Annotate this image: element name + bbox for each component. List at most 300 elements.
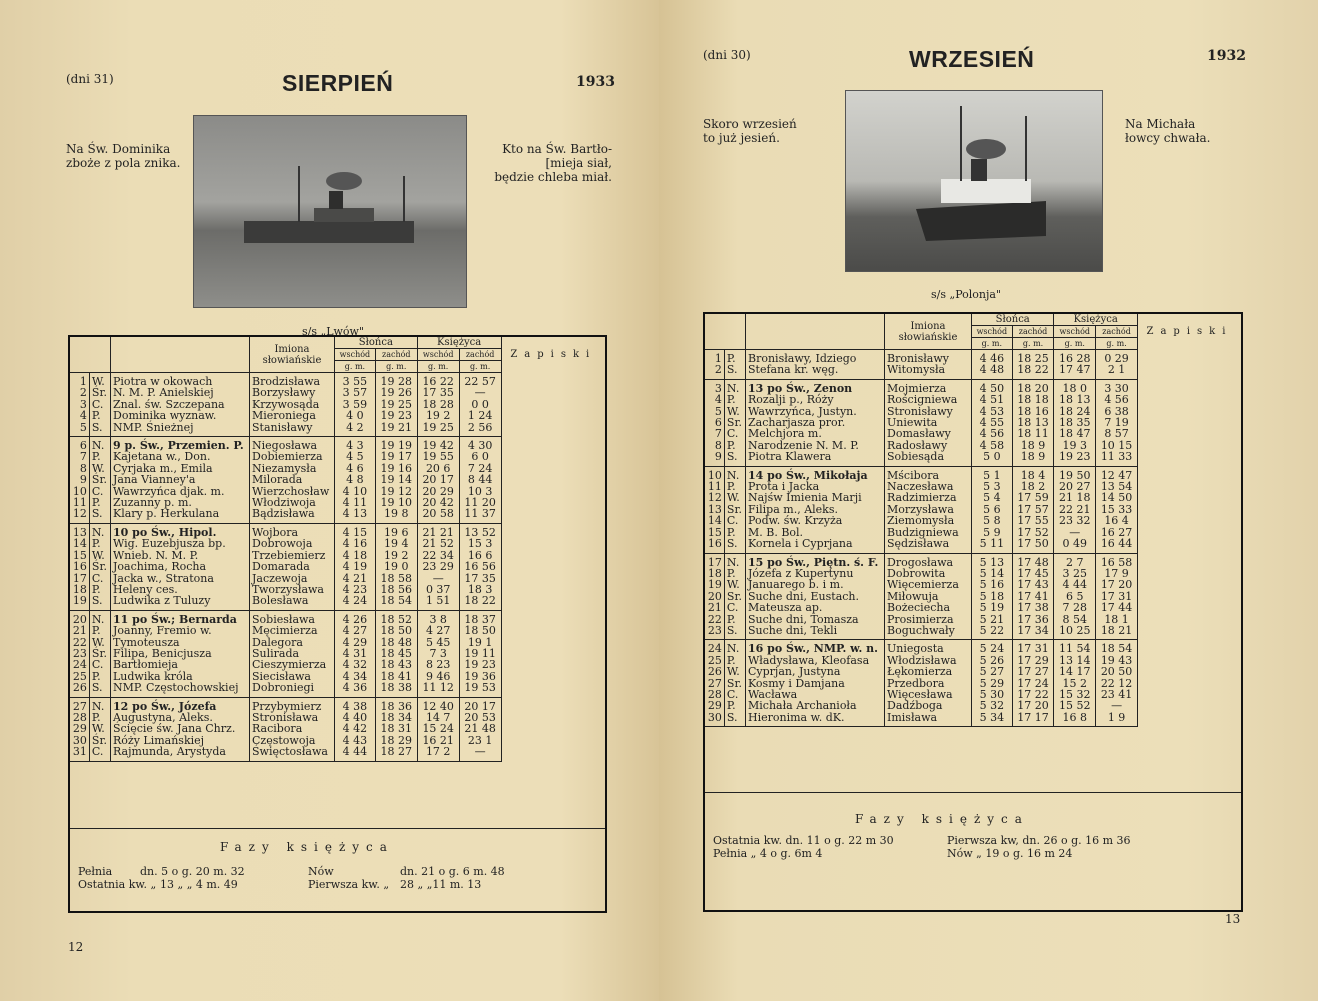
saint-name: 13 po Św., Zenon	[746, 379, 885, 394]
days-count: (dni 30)	[703, 48, 751, 62]
moonset: 16 56	[459, 561, 501, 572]
slavic-name: Uniewita	[885, 417, 972, 428]
day-number: 9	[70, 474, 89, 485]
sunrise: 4 31	[335, 648, 376, 659]
weekday: S.	[89, 595, 110, 610]
moonrise: 14 17	[1054, 666, 1096, 677]
notes-cell	[1137, 678, 1241, 689]
saint-name: Róży Limańskiej	[111, 735, 250, 746]
notes-cell	[501, 584, 605, 595]
sunrise: 4 11	[335, 497, 376, 508]
slavic-name: Męcimierza	[250, 625, 335, 636]
moonset: 2 1	[1096, 364, 1138, 379]
sunset: 17 36	[1012, 614, 1054, 625]
notes-cell	[1137, 466, 1241, 481]
moonrise: 21 18	[1054, 492, 1096, 503]
sunset: 17 59	[1012, 492, 1054, 503]
moonset: 16 44	[1096, 538, 1138, 553]
slavic-name: Domasławy	[885, 428, 972, 439]
slavic-name: Dobrowita	[885, 568, 972, 579]
slavic-name: Dobroniegi	[250, 682, 335, 697]
moonset: 13 52	[459, 523, 501, 538]
moonset: 19 1	[459, 637, 501, 648]
calendar-frame	[703, 312, 1243, 912]
saint-name: Rajmunda, Arystyda	[111, 746, 250, 761]
sunset: 17 41	[1012, 591, 1054, 602]
slavic-name: Radzimierza	[885, 492, 972, 503]
slavic-name: Mojmierza	[885, 379, 972, 394]
notes-cell	[1137, 700, 1241, 711]
sunrise: 5 21	[972, 614, 1013, 625]
saint-name: Klary p. Herkulana	[111, 508, 250, 523]
sunset: 19 12	[375, 486, 417, 497]
calendar-row	[70, 746, 605, 761]
saint-name: Dominika wyznaw.	[111, 410, 250, 421]
notes-cell	[1137, 602, 1241, 613]
moonset: 13 54	[1096, 481, 1138, 492]
weekday: Sr.	[724, 417, 745, 428]
sunrise: 4 10	[335, 486, 376, 497]
sunset: 17 24	[1012, 678, 1054, 689]
calendar-frame	[68, 335, 607, 913]
moonrise: 19 3	[1054, 440, 1096, 451]
slavic-name: Drogosława	[885, 553, 972, 568]
saint-name: Bartłomieja	[111, 659, 250, 670]
calendar-row	[70, 523, 605, 538]
day-number: 30	[70, 735, 89, 746]
sunset: 18 52	[375, 610, 417, 625]
sunset: 17 29	[1012, 655, 1054, 666]
day-number: 13	[705, 504, 724, 515]
calendar-row	[70, 373, 605, 388]
sunset: 18 18	[1012, 394, 1054, 405]
notes-cell	[1137, 579, 1241, 590]
moonset: 16 4	[1096, 515, 1138, 526]
notes-cell	[501, 463, 605, 474]
moonset: 16 6	[459, 550, 501, 561]
notes-cell	[1137, 406, 1241, 417]
weekday: Śr.	[89, 387, 110, 398]
proverb-right: Na Michała łowcy chwała.	[1125, 117, 1211, 145]
sunset: 18 56	[375, 584, 417, 595]
sunrise: 4 23	[335, 584, 376, 595]
weekday: S.	[724, 712, 745, 727]
calendar-row	[705, 625, 1241, 640]
saint-name: Joachima, Rocha	[111, 561, 250, 572]
moonset: 19 43	[1096, 655, 1138, 666]
day-number: 21	[70, 625, 89, 636]
moonrise: 15 24	[417, 723, 459, 734]
sunset: 17 43	[1012, 579, 1054, 590]
slavic-name: Sulirada	[250, 648, 335, 659]
calendar-row	[705, 451, 1241, 466]
day-number: 7	[705, 428, 724, 439]
day-number: 28	[705, 689, 724, 700]
day-number: 22	[705, 614, 724, 625]
weekday: Śr.	[89, 735, 110, 746]
calendar-row	[705, 364, 1241, 379]
moon-header: Księżyca	[1054, 314, 1138, 326]
days-count: (dni 31)	[66, 72, 114, 86]
slavic-name: Jaczewoja	[250, 573, 335, 584]
moonset: 3 30	[1096, 379, 1138, 394]
moonrise: 20 6	[417, 463, 459, 474]
saint-name: Najśw Imienia Marji	[746, 492, 885, 503]
notes-cell	[501, 422, 605, 437]
slavic-name: Racibora	[250, 723, 335, 734]
saint-name: N. M. P. Anielskiej	[111, 387, 250, 398]
year: 1933	[576, 74, 615, 90]
slavic-name: Stronisławy	[885, 406, 972, 417]
moonset: 15 3	[459, 538, 501, 549]
day-number: 2	[705, 364, 724, 379]
weekday: Sr.	[724, 591, 745, 602]
sunset: 18 38	[375, 682, 417, 697]
moonset: 10 3	[459, 486, 501, 497]
weekday: S.	[724, 538, 745, 553]
slavic-name: Niezamysła	[250, 463, 335, 474]
sunrise: 4 50	[972, 379, 1013, 394]
sunset: 18 25	[1012, 350, 1054, 365]
sunset: 19 0	[375, 561, 417, 572]
moonrise: 19 25	[417, 422, 459, 437]
calendar-row	[70, 437, 605, 452]
moonset: 23 1	[459, 735, 501, 746]
sunset: 18 41	[375, 671, 417, 682]
weekday: C.	[724, 428, 745, 439]
saint-name: Januarego b. i m.	[746, 579, 885, 590]
slavic-name: Naczesława	[885, 481, 972, 492]
slavic-name: Włodziwoja	[250, 497, 335, 508]
slavic-name: Włodzisława	[885, 655, 972, 666]
saint-name: Filipa, Benicjusza	[111, 648, 250, 659]
sunset: 19 4	[375, 538, 417, 549]
slavic-name: Bolesława	[250, 595, 335, 610]
notes-cell	[501, 410, 605, 421]
moonrise: 16 28	[1054, 350, 1096, 365]
calendar-row	[705, 712, 1241, 727]
weekday: P.	[724, 350, 745, 365]
moonrise: 14 7	[417, 712, 459, 723]
day-number: 23	[705, 625, 724, 640]
moonset: 11 20	[459, 497, 501, 508]
moonrise: 20 27	[1054, 481, 1096, 492]
slavic-name: Mieroniega	[250, 410, 335, 421]
saint-name: 12 po Św., Józefa	[111, 697, 250, 712]
sun-header: Słońca	[335, 337, 418, 349]
calendar-row	[705, 394, 1241, 405]
day-number: 26	[70, 682, 89, 697]
moonset: 18 22	[459, 595, 501, 610]
moonrise: 9 46	[417, 671, 459, 682]
notes-cell	[1137, 527, 1241, 538]
sunset: 18 31	[375, 723, 417, 734]
proverb-left: Na Św. Dominika zboże z pola znika.	[66, 142, 181, 170]
calendar-table: Imiona słowiańskie Słońca Księżyca Zapiski wschód zachód wschód zachód g. m. g. m. g. m. g. m. 1 P. Bronisławy, Idziego Bronisławy 4 46 18 25 16 28 0 29 2 S. Stefana kr. węg. Witomysła 4 48 18 22 17 47 2 1 3 N. 13 po Św., Zenon Mojmierza 4 50 18 20 18 0 3 30 4 P. Rozalji p., Róży Rościgniewa 4 51 18 18 18 13 4 56 5 W. Wawrzyńca, Justyn. Stronisławy 4 53 18 16 18 24 6 38 6 Sr. Zacharjasza pror. Uniewita 4 55 18 13 18 35 7 19 7 C. Melchjora m. Domasławy 4 56 18 11 18 47 8 57 8 P. Narodzenie N. M. P. Radosławy 4 58 18 9 19 3 10 15 9 S. Piotra Klawera Sobiesąda 5 0 18 9 19 23 11 33 10 N. 14 po Św., Mikołaja Mścibora 5 1 18 4 19 50 12 47 11 P. Prota i Jacka Naczesława 5 3 18 2 20 27 13 54 12 W. Najśw Imienia Marji Radzimierza 5 4 17 59 21 18 14 50 13 Sr. Filipa m., Aleks. Morzysława 5 6 17 57 22 21 15 33 14 C. Podw. św. Krzyża Ziemomysła 5 8 17 55 23 32 16 4 15 P. M. B. Bol. Budzigniewa 5 9 17 52 — 16 27 16 S. Kornela i Cyprjana Sędzisława 5 11 17 50 0 49 16 44 17 N. 15 po Św., Piętn. ś. F. Drogosława 5 13 17 48 2 7 16 58 18 P. Józefa z Kupertynu Dobrowita 5 14 17 45 3 25 17 9 19 W. Januarego b. i m. Więcemierza 5 16 17 43 4 44 17 20 20 Sr. Suche dni, Eustach. Miłowuja 5 18 17 41 6 5 17 31 21 C. Mateusza ap. Bożeciecha 5 19 17 38 7 28 17 44 22 P. Suche dni, Tomasza Prosimierza 5 21 17 36 8 54 18 1 23 S. Suche dni, Tekli Boguchwały 5 22 17 34 10 25 18 21 24 N. 16 po Św., NMP. w. n. Uniegosta 5 24 17 31 11 54 18 54 25 P. Władysława, Kleofasa Włodzisława 5 26 17 29 13 14 19 43 26 W. Cyprjan, Justyna Łękomierza 5 27 17 27 14 17 20 50 27 Sr. Kosmy i Damjana Przedbora 5 29 17 24 15 2 22 12 28 C. Wacława Więcesława 5 30 17 22 15 32 23 41 29 P. Michała Archanioła Dadźboga 5 32 17 20 15 52 — 30 S. Hieronima w. dK. Imisława 5 34 17 17 16 8 1 9	[705, 314, 1241, 727]
sunrise: 4 29	[335, 637, 376, 648]
moonrise: 19 2	[417, 410, 459, 421]
sunrise: 4 56	[972, 428, 1013, 439]
moonrise: 16 22	[417, 373, 459, 388]
saint-name: 11 po Św.; Bernarda	[111, 610, 250, 625]
sunset: 18 9	[1012, 451, 1054, 466]
sunrise: 5 19	[972, 602, 1013, 613]
sunrise: 5 0	[972, 451, 1013, 466]
slavic-name: Imisława	[885, 712, 972, 727]
weekday: W.	[89, 637, 110, 648]
moonrise: 15 32	[1054, 689, 1096, 700]
saint-name: Cyprjan, Justyna	[746, 666, 885, 677]
sunrise: 4 44	[335, 746, 376, 761]
sunset: 18 22	[1012, 364, 1054, 379]
moonrise: 20 42	[417, 497, 459, 508]
calendar-table: Imiona słowiańskie Słońca Księżyca Zapiski wschód zachód wschód zachód g. m. g. m. g. m. g. m. 1 W. Piotra w okowach Brodzisława 3 55 19 28 16 22 22 57 2 Śr. N. M. P. Anielskiej Borzysławy 3 57 19 26 17 35 — 3 C. Znal. św. Szczepana Krzywosąda 3 59 19 25 18 28 0 0 4 P. Dominika wyznaw. Mieroniega 4 0 19 23 19 2 1 24 5 S. NMP. Śnieżnej Stanisławy 4 2 19 21 19 25 2 56 6 N. 9 p. Św., Przemien. P. Niegosława 4 3 19 19 19 42 4 30 7 P. Kajetana w., Don. Dobiemierza 4 5 19 17 19 55 6 0 8 W. Cyrjaka m., Emila Niezamysła 4 6 19 16 20 6 7 24 9 Śr. Jana Vianney'a Milorada 4 8 19 14 20 17 8 44 10 C. Wawrzyńca djak. m. Wierzchosław 4 10 19 12 20 29 10 3 11 P. Zuzanny p. m. Włodziwoja 4 11 19 10 20 42 11 20 12 S. Klary p. Herkulana Bądzisława 4 13 19 8 20 58 11 37 13 N. 10 po Św., Hipol. Wojbora 4 15 19 6 21 21 13 52 14 P. Wig. Euzebjusza bp. Dobrowoja 4 16 19 4 21 52 15 3 15 W. Wnieb. N. M. P. Trzebiemierz 4 18 19 2 22 34 16 6 16 Śr. Joachima, Rocha Domarada 4 19 19 0 23 29 16 56 17 C. Jacka w., Stratona Jaczewoja 4 21 18 58 — 17 35 18 P. Heleny ces. Tworzysława 4 23 18 56 0 37 18 3 19 S. Ludwika z Tuluzy Bolesława 4 24 18 54 1 51 18 22 20 N. 11 po Św.; Bernarda Sobiesława 4 26 18 52 3 8 18 37 21 P. Joanny, Fremio w. Męcimierza 4 27 18 50 4 27 18 50 22 W. Tymoteusza Dalegora 4 29 18 48 5 45 19 1 23 Śr. Filipa, Benicjusza Sulirada 4 31 18 45 7 3 19 11 24 C. Bartłomieja Cieszymierza 4 32 18 43 8 23 19 23 25 P. Ludwika króla Siecisława 4 34 18 41 9 46 19 36 26 S. NMP. Częstochowskiej Dobroniegi 4 36 18 38 11 12 19 53 27 N. 12 po Św., Józefa Przybymierz 4 38 18 36 12 40 20 17 28 P. Augustyna, Aleks. Stronisława 4 40 18 34 14 7 20 53 29 W. Ścięcie św. Jana Chrz. Racibora 4 42 18 31 15 24 21 48 30 Śr. Róży Limańskiej Częstowoja 4 43 18 29 16 21 23 1 31 C. Rajmunda, Arystyda Święctosława 4 44 18 27 17 2 —	[70, 337, 605, 762]
ship-icon	[846, 91, 1102, 271]
weekday: S.	[724, 625, 745, 640]
weekday: W.	[89, 723, 110, 734]
weekday: N.	[724, 640, 745, 655]
slavic-name: Krzywosąda	[250, 399, 335, 410]
slavic-name: Tworzysława	[250, 584, 335, 595]
sunset: 17 17	[1012, 712, 1054, 727]
slavic-name: Radosławy	[885, 440, 972, 451]
moonset: —	[1096, 700, 1138, 711]
sunrise: 3 59	[335, 399, 376, 410]
slavic-name: Dadźboga	[885, 700, 972, 711]
day-number: 7	[70, 451, 89, 462]
moonrise: 23 32	[1054, 515, 1096, 526]
moonset: 0 29	[1096, 350, 1138, 365]
saint-name: Władysława, Kleofasa	[746, 655, 885, 666]
sunset: 18 36	[375, 697, 417, 712]
moonset: 22 57	[459, 373, 501, 388]
notes-cell	[1137, 451, 1241, 466]
saint-name: Augustyna, Aleks.	[111, 712, 250, 723]
sunrise: 4 34	[335, 671, 376, 682]
weekday: P.	[724, 440, 745, 451]
sunset: 17 57	[1012, 504, 1054, 515]
day-number: 27	[70, 697, 89, 712]
phase-row: Pełnia „ 4 o g. 6m 4 Nów „ 19 o g. 16 m 24	[713, 847, 1073, 860]
phases-divider	[70, 828, 605, 829]
sunrise: 4 8	[335, 474, 376, 485]
sunrise: 4 48	[972, 364, 1013, 379]
moonrise: 23 29	[417, 561, 459, 572]
moonrise: 19 23	[1054, 451, 1096, 466]
sunset: 17 55	[1012, 515, 1054, 526]
moonrise: 8 23	[417, 659, 459, 670]
moonset: 18 54	[1096, 640, 1138, 655]
sunrise: 4 5	[335, 451, 376, 462]
moonset: 19 36	[459, 671, 501, 682]
slavic-name: Prosimierza	[885, 614, 972, 625]
slavic-name: Brodzisława	[250, 373, 335, 388]
sunrise: 4 18	[335, 550, 376, 561]
notes-cell	[1137, 440, 1241, 451]
sunset: 19 16	[375, 463, 417, 474]
notes-cell	[1137, 515, 1241, 526]
weekday: N.	[89, 697, 110, 712]
notes-cell	[1137, 553, 1241, 568]
day-number: 14	[705, 515, 724, 526]
sunset: 17 22	[1012, 689, 1054, 700]
saint-name: Rozalji p., Róży	[746, 394, 885, 405]
weekday: P.	[724, 655, 745, 666]
moonrise: 16 8	[1054, 712, 1096, 727]
saint-name: Mateusza ap.	[746, 602, 885, 613]
moonset: 17 44	[1096, 602, 1138, 613]
day-number: 19	[70, 595, 89, 610]
calendar-row	[70, 610, 605, 625]
weekday: S.	[724, 364, 745, 379]
moonrise: 7 3	[417, 648, 459, 659]
day-number: 1	[70, 373, 89, 388]
calendar-row	[705, 350, 1241, 365]
moonrise: 4 44	[1054, 579, 1096, 590]
calendar-row	[70, 561, 605, 572]
moonset: 1 24	[459, 410, 501, 421]
moonset: 19 23	[459, 659, 501, 670]
moonrise: 3 25	[1054, 568, 1096, 579]
notes-cell	[1137, 394, 1241, 405]
moonset: 19 53	[459, 682, 501, 697]
calendar-row	[70, 422, 605, 437]
weekday: P.	[724, 527, 745, 538]
sunset: 19 25	[375, 399, 417, 410]
saint-name: Bronisławy, Idziego	[746, 350, 885, 365]
day-number: 4	[70, 410, 89, 421]
sunrise: 5 27	[972, 666, 1013, 677]
notes-cell	[1137, 640, 1241, 655]
weekday: S.	[724, 451, 745, 466]
notes-cell	[1137, 712, 1241, 727]
moonset: 7 24	[459, 463, 501, 474]
sunset: 18 43	[375, 659, 417, 670]
notes-cell	[1137, 417, 1241, 428]
moonrise: 15 52	[1054, 700, 1096, 711]
moonrise: 4 27	[417, 625, 459, 636]
saint-name: 9 p. Św., Przemien. P.	[111, 437, 250, 452]
sunset: 19 10	[375, 497, 417, 508]
sun-header: Słońca	[972, 314, 1054, 326]
sunset: 18 13	[1012, 417, 1054, 428]
slavic-name: Częstowoja	[250, 735, 335, 746]
sunrise: 4 51	[972, 394, 1013, 405]
slavic-name: Dalegora	[250, 637, 335, 648]
slavic-name: Bądzisława	[250, 508, 335, 523]
slavic-name: Więcesława	[885, 689, 972, 700]
notes-cell	[1137, 538, 1241, 553]
sunset: 18 27	[375, 746, 417, 761]
weekday: W.	[89, 373, 110, 388]
saint-name: Suche dni, Tomasza	[746, 614, 885, 625]
moonrise: —	[417, 573, 459, 584]
moonset: 4 56	[1096, 394, 1138, 405]
sunrise: 4 58	[972, 440, 1013, 451]
saint-name: Znal. św. Szczepana	[111, 399, 250, 410]
sunset: 17 38	[1012, 602, 1054, 613]
moonrise: 18 13	[1054, 394, 1096, 405]
sunrise: 5 4	[972, 492, 1013, 503]
notes-cell	[501, 437, 605, 452]
weekday: Sr.	[724, 678, 745, 689]
weekday: Śr.	[89, 474, 110, 485]
slavic-name: Siecisława	[250, 671, 335, 682]
moonset: 18 21	[1096, 625, 1138, 640]
weekday: S.	[89, 682, 110, 697]
moonset: 17 9	[1096, 568, 1138, 579]
sunset: 18 4	[1012, 466, 1054, 481]
sunset: 19 14	[375, 474, 417, 485]
weekday: P.	[724, 568, 745, 579]
weekday: W.	[89, 550, 110, 561]
proverb-right: Kto na Św. Bartło- [mieja siał, będzie chleba miał.	[494, 142, 612, 184]
phases-divider	[705, 792, 1241, 793]
weekday: P.	[724, 394, 745, 405]
day-number: 16	[705, 538, 724, 553]
weekday: C.	[724, 689, 745, 700]
day-number: 14	[70, 538, 89, 549]
saint-name: Wnieb. N. M. P.	[111, 550, 250, 561]
calendar-row	[705, 602, 1241, 613]
day-number: 3	[70, 399, 89, 410]
notes-cell	[1137, 666, 1241, 677]
weekday: Śr.	[89, 648, 110, 659]
moonrise: —	[1054, 527, 1096, 538]
moonset: 6 38	[1096, 406, 1138, 417]
moonset: 18 3	[459, 584, 501, 595]
moonset: 20 50	[1096, 666, 1138, 677]
day-number: 27	[705, 678, 724, 689]
right-page	[659, 0, 1318, 1001]
sunrise: 5 6	[972, 504, 1013, 515]
weekday: W.	[89, 463, 110, 474]
notes-cell	[1137, 492, 1241, 503]
sunset: 18 29	[375, 735, 417, 746]
day-number: 6	[705, 417, 724, 428]
moonset: 22 12	[1096, 678, 1138, 689]
page-number: 13	[1225, 912, 1241, 926]
moonset: 8 57	[1096, 428, 1138, 439]
saint-name: Wawrzyńca djak. m.	[111, 486, 250, 497]
sunrise: 5 32	[972, 700, 1013, 711]
saint-name: 15 po Św., Piętn. ś. F.	[746, 553, 885, 568]
ship-photo-polonja	[845, 90, 1103, 272]
sunrise: 4 55	[972, 417, 1013, 428]
moonrise: 18 35	[1054, 417, 1096, 428]
moonrise: 7 28	[1054, 602, 1096, 613]
weekday: P.	[724, 700, 745, 711]
sunrise: 5 24	[972, 640, 1013, 655]
month-title: SIERPIEŃ	[282, 70, 394, 96]
day-number: 18	[705, 568, 724, 579]
moonrise: 18 0	[1054, 379, 1096, 394]
day-number: 16	[70, 561, 89, 572]
saint-name: Stefana kr. węg.	[746, 364, 885, 379]
sunrise: 5 14	[972, 568, 1013, 579]
sunset: 17 31	[1012, 640, 1054, 655]
weekday: S.	[89, 508, 110, 523]
moonset: 7 19	[1096, 417, 1138, 428]
moonset: 0 0	[459, 399, 501, 410]
moonset: 10 15	[1096, 440, 1138, 451]
notes-cell	[1137, 379, 1241, 394]
notes-cell	[501, 659, 605, 670]
slavic-name: Ziemomysła	[885, 515, 972, 526]
sunset: 17 52	[1012, 527, 1054, 538]
saint-name: Piotra Klawera	[746, 451, 885, 466]
moonset: 19 11	[459, 648, 501, 659]
